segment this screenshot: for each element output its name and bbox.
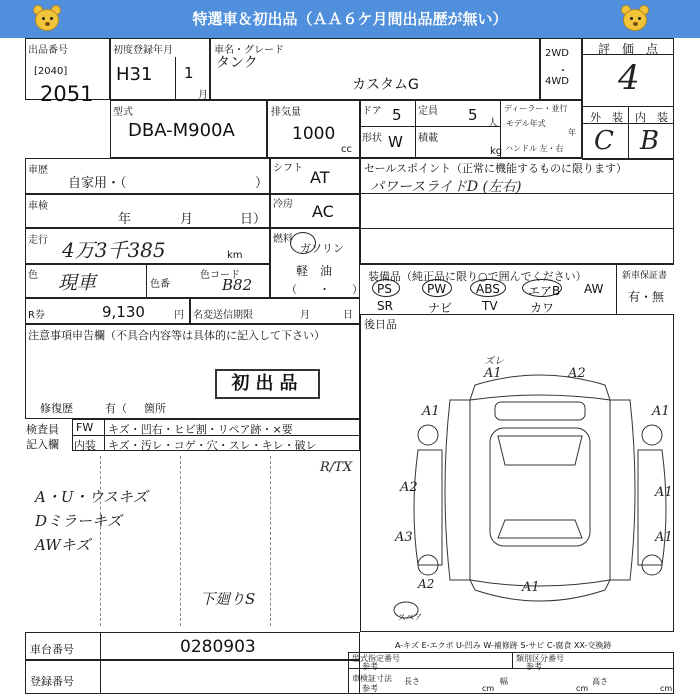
model-year-label: モデル年式 (506, 119, 546, 128)
shift-label: シフト (273, 163, 303, 174)
dimensions-width-unit: cm (576, 684, 589, 693)
registration-label: 初度登録年月 (113, 45, 173, 56)
type-value: DBA-M900A (128, 120, 235, 141)
recycle-value: 9,130 (102, 303, 145, 321)
evaluation-exterior-label: 外 装 (590, 111, 623, 124)
load-label: 積載 (418, 133, 438, 144)
type-label: 型式 (113, 107, 133, 118)
bear-mascot-icon (30, 3, 64, 35)
repair-value: 有（ (105, 402, 127, 415)
repair-label: 修復歴 (40, 402, 73, 415)
category-number-sub: 参考 (526, 662, 542, 671)
capacity-value: 5 (468, 106, 478, 124)
equip-tv: TV (482, 299, 498, 313)
dimensions-length-unit: cm (482, 684, 495, 693)
mark-spare: スペア (398, 613, 422, 622)
lot-number: 2051 (40, 82, 94, 106)
dealer-label: ディーラー・並行 (504, 104, 568, 113)
specified-model-sub: 参考 (362, 662, 378, 671)
inspector-interior-tag: 内装 (74, 439, 96, 452)
registration-year: H31 (116, 64, 153, 85)
color-number-label: 色番 (150, 279, 170, 290)
evaluation-interior-label: 内 装 (635, 111, 668, 124)
color-code-label: 色コード (200, 270, 240, 281)
load-unit: kg (490, 146, 503, 157)
name-change-day: 日 (343, 310, 353, 321)
dimensions-height: 高さ (592, 677, 608, 686)
history-close: ） (255, 176, 269, 191)
mark-rear: A1 (522, 580, 540, 595)
equip-ps: PS (377, 282, 392, 296)
equip-sr: SR (377, 299, 393, 313)
shape-label: 形状 (362, 133, 382, 144)
color-code: B82 (222, 276, 253, 294)
mark-front-left: A1 (484, 366, 502, 381)
name-change-month: 月 (300, 310, 310, 321)
specified-model-label: 型式指定番号 (352, 654, 400, 663)
inspection-day: 日） (240, 212, 267, 227)
note-line-2: A・U・ウスキズ (35, 488, 148, 506)
fuel-gasoline: ガソリン (300, 242, 344, 255)
lot-code: [2040] (34, 66, 68, 77)
equipment-label: 装備品（純正品に限り○で囲んでください） (368, 270, 587, 283)
shift-value: AT (310, 168, 330, 187)
displacement-label: 排気量 (271, 107, 301, 118)
inspection-box (25, 194, 270, 228)
equip-airbag: エアB (528, 284, 561, 298)
category-number-label: 類別区分番号 (516, 654, 564, 663)
equip-aw: AW (584, 282, 604, 296)
displacement-unit: cc (341, 144, 352, 155)
shape-value: W (388, 133, 403, 151)
dimensions-height-unit: cm (660, 684, 673, 693)
drive-2wd: 2WD (545, 48, 569, 59)
recycle-unit: 円 (174, 310, 184, 321)
fuel-diesel: 軽 油 (296, 264, 333, 278)
note-line-1: R/TX (320, 460, 353, 475)
header-title: 特選車＆初出品（ＡＡ６ケ月間出品歴が無い） (192, 10, 508, 28)
dimensions-length: 長さ (404, 677, 420, 686)
evaluation-label: 評 価 点 (598, 42, 659, 56)
inspection-label: 車検 (28, 201, 48, 212)
sales-point-label: セールスポイント（正常に機能するものに限ります） (364, 162, 628, 175)
mark-rear-door-right: A1 (655, 530, 673, 545)
color-value: 現車 (58, 272, 97, 294)
history-box (25, 158, 270, 194)
inspector-interior-row: キズ・汚レ・コゲ・穴・スレ・キレ・破レ (108, 439, 317, 452)
fuel-label: 燃料 (273, 234, 293, 245)
chassis-label: 車台番号 (30, 643, 74, 656)
evaluation-score: 4 (618, 58, 640, 98)
mileage-label: 走行 (28, 235, 48, 246)
after-date-label: 後日品 (364, 318, 397, 331)
model-grade: カスタムG (352, 77, 419, 93)
doors-value: 5 (392, 106, 402, 124)
mark-door-left: A2 (400, 480, 418, 495)
lot-label: 出品番号 (28, 45, 68, 56)
mark-door-right: A1 (655, 485, 673, 500)
equip-navi: ナビ (428, 301, 453, 315)
mileage-unit: km (227, 250, 243, 261)
ac-label: 冷房 (273, 199, 293, 210)
reg-number-box (25, 660, 360, 694)
drive-4wd: 4WD (545, 76, 569, 87)
chassis-value: 0280903 (180, 637, 256, 657)
registration-month-unit: 月 (198, 90, 208, 101)
history-value: 自家用・（ (68, 176, 127, 191)
ac-value: AC (312, 202, 334, 221)
mark-rear-door-left: A3 (395, 530, 413, 545)
sales-point-value: パワースライドD (左右) (370, 179, 522, 195)
stamp-text: 初出品 (231, 373, 304, 394)
mark-fender-left: A1 (422, 404, 440, 419)
inspector-fw-tag: FW (76, 421, 94, 434)
first-listing-stamp (215, 369, 320, 399)
bear-mascot-icon (618, 3, 652, 35)
dimensions-width: 幅 (500, 677, 508, 686)
new-warranty-label: 新車保証書 (622, 271, 668, 281)
mark-shift: ズレ (484, 356, 504, 367)
equip-pw: PW (427, 282, 447, 296)
displacement-value: 1000 (292, 124, 336, 144)
note-line-5: 下廻りS (200, 590, 256, 608)
header-banner (0, 0, 700, 38)
history-label: 車歴 (28, 165, 48, 176)
mileage-value: 4万3千385 (62, 238, 166, 262)
inspector-fw-row: キズ・凹右・ヒビ割・リペア跡・×要 (108, 423, 293, 436)
inspection-month: 月 (180, 212, 194, 227)
evaluation-interior: B (640, 126, 660, 156)
equip-abs: ABS (476, 282, 500, 296)
color-label: 色 (28, 270, 38, 281)
dimensions-label: 車検証寸法 (352, 674, 392, 683)
inspector-check-label: 検査員 (26, 423, 59, 436)
mark-rear-left: A2 (418, 577, 435, 591)
evaluation-exterior: C (594, 126, 614, 156)
name-change-label: 名変送信期限 (193, 310, 253, 321)
notes-label: 注意事項申告欄（不具合内容等は具体的に記入して下さい） (28, 329, 325, 342)
capacity-unit: 人 (488, 118, 498, 129)
dimensions-sub: 参考 (362, 684, 378, 693)
new-warranty-value: 有・無 (628, 290, 665, 304)
mark-fender-right: A1 (652, 404, 670, 419)
fuel-blank: （ ・ ） (286, 283, 363, 296)
note-line-3: Dミラーキズ (35, 512, 122, 530)
registration-month: 1 (184, 64, 194, 82)
note-line-4: AWキズ (35, 536, 91, 554)
model-name: タンク (216, 55, 258, 71)
equip-leather: カワ (530, 301, 555, 315)
model-label: 車名・グレード (214, 45, 284, 56)
model-year-unit: 年 (568, 128, 576, 137)
legend-text: A-キズ E-エクボ U-凹み W-補修跡 S-サビ C-腐食 XX-交換跡 (395, 641, 612, 650)
inspector-entry-label: 記入欄 (26, 438, 59, 451)
doors-label: ドア (362, 106, 382, 117)
drive-dot: ・ (558, 66, 568, 77)
inspection-year: 年 (118, 212, 132, 227)
recycle-label: R券 (28, 310, 45, 321)
repair-unit: 箇所 (144, 402, 166, 415)
reg-number-label: 登録番号 (30, 675, 74, 688)
capacity-label: 定員 (418, 106, 438, 117)
handle-label: ハンドル 左・右 (505, 144, 564, 153)
mark-front-right: A2 (568, 366, 586, 381)
